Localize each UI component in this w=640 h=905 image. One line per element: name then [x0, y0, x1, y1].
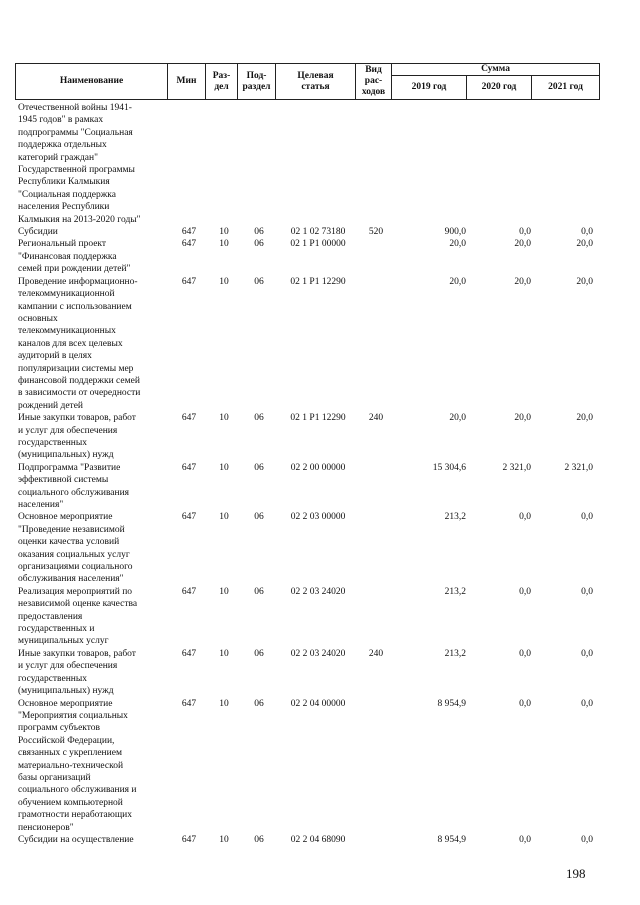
table-row: [15, 226, 599, 238]
row-celevaya: 02 2 03 24020: [290, 648, 346, 659]
row-name: Проведение информационно- телекоммуникационной кампании с использованием основных телекоммуникационных каналов для всех целевых аудиторий в целях популяризации системы мер финансовой поддержки семей в зависимости от очередности рождений детей: [18, 276, 141, 411]
row-sum-2020: 0,0: [519, 227, 531, 238]
row-sum-2020: 0,0: [519, 698, 531, 709]
row-min: 647: [181, 648, 197, 659]
header-razdel: Раз- дел: [206, 64, 238, 100]
row-podrazdel: 06: [254, 698, 264, 709]
row-sum-2019: 20,0: [449, 413, 466, 424]
row-sum-2020: 0,0: [519, 834, 531, 845]
row-razdel: 10: [219, 834, 229, 845]
row-razdel: 10: [219, 227, 229, 238]
header-min: Мин: [168, 64, 206, 100]
row-sum-2019: 900,0: [444, 227, 466, 238]
table-row: [15, 412, 599, 462]
header-summa: Сумма: [392, 64, 600, 76]
header-name: Наименование: [16, 64, 168, 100]
row-podrazdel: 06: [254, 648, 264, 659]
row-min: 647: [181, 698, 197, 709]
table-row: [15, 698, 599, 834]
row-name: Основное мероприятие "Мероприятия социальных программ субъектов Российской Федерации, связанных с укреплением материально-технической базы организаций социального обслуживания и обучением компьютерной грамотности неработающих пенсионеров": [18, 698, 137, 833]
row-vid: 240: [368, 648, 384, 659]
row-podrazdel: 06: [254, 413, 264, 424]
header-2019: 2019 год: [392, 76, 467, 100]
row-podrazdel: 06: [254, 834, 264, 845]
row-celevaya: 02 1 P1 12290: [290, 413, 346, 424]
row-sum-2020: 0,0: [519, 586, 531, 597]
row-min: 647: [181, 512, 197, 523]
header-vid: Вид рас- ходов: [356, 64, 392, 100]
row-sum-2019: 15 304,6: [432, 462, 466, 473]
row-min: 647: [181, 834, 197, 845]
row-razdel: 10: [219, 512, 229, 523]
table-row: [15, 276, 599, 412]
row-sum-2019: 8 954,9: [437, 698, 466, 709]
row-podrazdel: 06: [254, 462, 264, 473]
row-sum-2020: 0,0: [519, 648, 531, 659]
row-sum-2021: 0,0: [581, 698, 593, 709]
row-sum-2021: 0,0: [581, 512, 593, 523]
row-celevaya: 02 2 04 68090: [290, 834, 346, 845]
row-sum-2021: 2 321,0: [564, 462, 593, 473]
row-sum-2020: 20,0: [514, 413, 531, 424]
row-sum-2019: 20,0: [449, 239, 466, 250]
row-name: Реализация мероприятий по независимой оценке качества предоставления государственных и муниципальных услуг: [18, 586, 138, 647]
table-row: [15, 238, 599, 275]
row-celevaya: 02 1 P1 00000: [290, 239, 346, 250]
header-celevaya: Целевая статья: [276, 64, 356, 100]
row-razdel: 10: [219, 648, 229, 659]
row-sum-2019: 20,0: [449, 276, 466, 287]
row-min: 647: [181, 227, 197, 238]
header-podrazdel: Под- раздел: [238, 64, 276, 100]
row-sum-2020: 20,0: [514, 239, 531, 250]
table-body: [15, 102, 599, 846]
row-podrazdel: 06: [254, 227, 264, 238]
row-celevaya: 02 1 02 73180: [290, 227, 346, 238]
row-name: Иные закупки товаров, работ и услуг для обеспечения государственных (муниципальных) нужд: [18, 413, 136, 461]
row-podrazdel: 06: [254, 512, 264, 523]
table-row: [15, 511, 599, 585]
row-celevaya: 02 2 04 00000: [290, 698, 346, 709]
row-name: Основное мероприятие "Проведение независимой оценки качества условий оказания социальных услуг организациями социального обслуживания населения": [18, 512, 133, 585]
header-2020: 2020 год: [467, 76, 532, 100]
row-razdel: 10: [219, 413, 229, 424]
row-name: Иные закупки товаров, работ и услуг для обеспечения государственных (муниципальных) нужд: [18, 648, 136, 697]
row-vid: 520: [368, 227, 384, 238]
row-sum-2021: 20,0: [576, 276, 593, 287]
row-podrazdel: 06: [254, 586, 264, 597]
row-celevaya: 02 2 03 24020: [290, 586, 346, 597]
row-min: 647: [181, 586, 197, 597]
row-sum-2021: 0,0: [581, 227, 593, 238]
row-min: 647: [181, 239, 197, 250]
row-sum-2021: 20,0: [576, 413, 593, 424]
row-min: 647: [181, 413, 197, 424]
row-sum-2019: 213,2: [444, 586, 466, 597]
table-row: [15, 586, 599, 648]
row-podrazdel: 06: [254, 276, 264, 287]
row-celevaya: 02 2 00 00000: [290, 462, 346, 473]
row-vid: 240: [368, 413, 384, 424]
table-header: [15, 63, 600, 100]
row-sum-2019: 213,2: [444, 512, 466, 523]
row-razdel: 10: [219, 276, 229, 287]
row-min: 647: [181, 276, 197, 287]
row-sum-2019: 213,2: [444, 648, 466, 659]
table-row: [15, 648, 599, 698]
row-razdel: 10: [219, 698, 229, 709]
row-sum-2020: 2 321,0: [502, 462, 531, 473]
row-razdel: 10: [219, 239, 229, 250]
header-2021: 2021 год: [532, 76, 600, 100]
row-sum-2021: 0,0: [581, 834, 593, 845]
row-razdel: 10: [219, 462, 229, 473]
row-sum-2021: 0,0: [581, 648, 593, 659]
row-sum-2020: 20,0: [514, 276, 531, 287]
row-name: Отечественной войны 1941- 1945 годов" в рамках подпрограммы "Социальная поддержка отдельных категорий граждан" Государственной программы Республики Калмыкия "Социальная поддержка населения Республики Калмыкия на 2013-2020 годы": [18, 103, 141, 225]
table-row: [15, 462, 599, 512]
table-row: [15, 834, 599, 846]
row-min: 647: [181, 462, 197, 473]
row-sum-2021: 20,0: [576, 239, 593, 250]
row-sum-2020: 0,0: [519, 512, 531, 523]
table-row: [15, 102, 599, 226]
row-sum-2019: 8 954,9: [437, 834, 466, 845]
page-number: 198: [566, 866, 586, 881]
row-celevaya: 02 2 03 00000: [290, 512, 346, 523]
row-sum-2021: 0,0: [581, 586, 593, 597]
row-name: Субсидии: [18, 227, 58, 238]
row-podrazdel: 06: [254, 239, 264, 250]
row-razdel: 10: [219, 586, 229, 597]
row-celevaya: 02 1 P1 12290: [290, 276, 346, 287]
row-name: Субсидии на осуществление: [18, 834, 134, 845]
row-name: Подпрограмма "Развитие эффективной системы социального обслуживания населения": [18, 462, 130, 510]
row-name: Региональный проект "Финансовая поддержка семей при рождении детей": [18, 239, 131, 275]
